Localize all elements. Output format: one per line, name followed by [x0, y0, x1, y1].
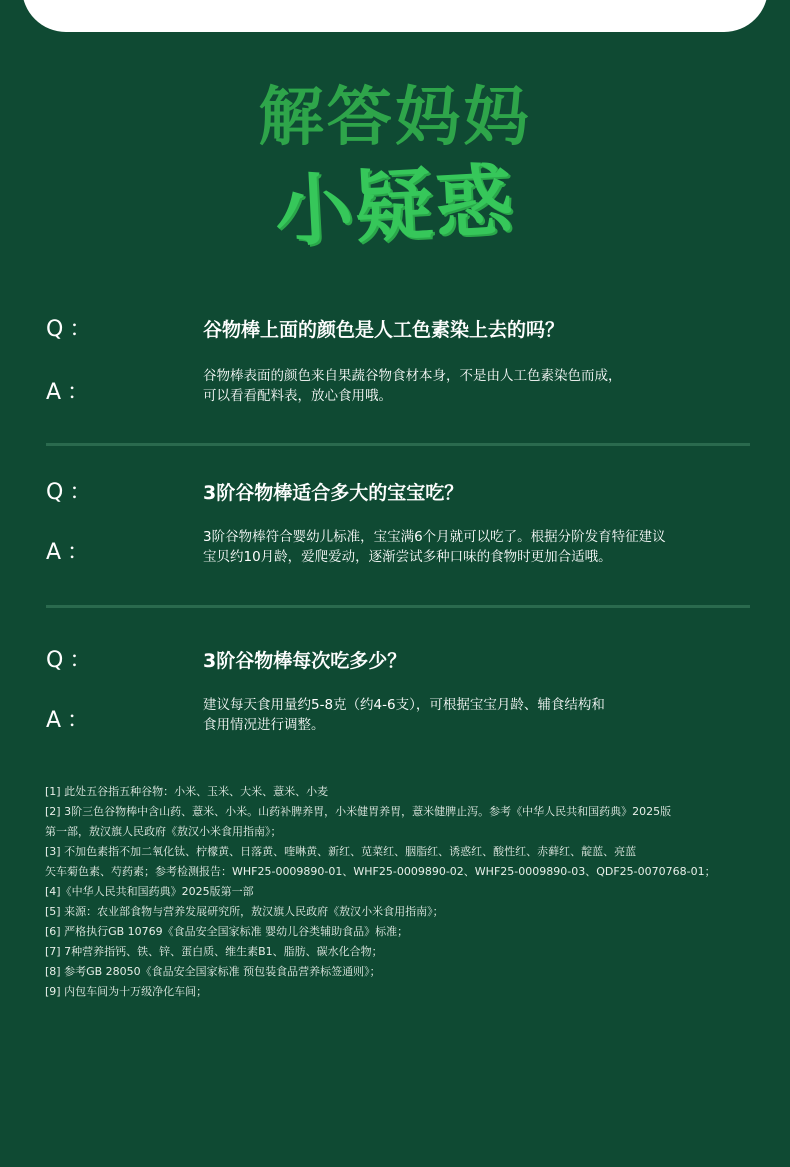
question-text: 3阶谷物棒每次吃多少？: [203, 650, 407, 672]
footnotes: [45, 782, 785, 1002]
question-label: Q：: [46, 480, 98, 505]
answer-label: A：: [46, 540, 96, 565]
answer-line: 食用情况进行调整。: [203, 717, 325, 733]
footnote: [8] 参考GB 28050《食品安全国家标准 预包装食品营养标签通则》；: [45, 965, 381, 978]
footnote: [9] 内包车间为十万级净化车间；: [45, 985, 208, 998]
divider: [46, 605, 750, 608]
title-line-2: 小疑惑: [272, 155, 518, 259]
top-white-card: [22, 0, 768, 32]
question-text: 谷物棒上面的颜色是人工色素染上去的吗？: [203, 319, 565, 341]
footnote: [6] 严格执行GB 10769《食品安全国家标准 婴幼儿谷类辅助食品》标准；: [45, 925, 409, 938]
answer-line: 谷物棒表面的颜色来自果蔬谷物食材本身，不是由人工色素染色而成，: [203, 368, 622, 384]
footnote: [3] 不加色素指不加二氧化钛、柠檬黄、日落黄、喹啉黄、新红、苋菜红、胭脂红、诱惑红、酸性红、赤藓红、靛蓝、亮蓝: [45, 845, 637, 858]
footnote: 矢车菊色素、芍药素；参考检测报告：WHF25-0009890-01、WHF25-0009890-02、WHF25-0009890-03、QDF25-0070768-01；: [45, 865, 716, 878]
footnote: [5] 来源：农业部食物与营养发展研究所，敖汉旗人民政府《敖汉小米食用指南》；: [45, 905, 444, 918]
answer-label: A：: [46, 708, 96, 733]
question-text: 3阶谷物棒适合多大的宝宝吃？: [203, 482, 464, 504]
footnote: [4]《中华人民共和国药典》2025版第一部: [45, 885, 254, 898]
footnote: [7] 7种营养指钙、铁、锌、蛋白质、维生素B1、脂肪、碳水化合物；: [45, 945, 383, 958]
answer-line: 建议每天食用量约5-8克（约4-6支），可根据宝宝月龄、辅食结构和: [203, 697, 605, 713]
question-label: Q：: [46, 648, 98, 673]
answer-line: 可以看看配料表，放心食用哦。: [203, 388, 392, 404]
footnote: [2] 3阶三色谷物棒中含山药、薏米、小米。山药补脾养胃，小米健胃养胃，薏米健脾止泻。参考《中华人民共和国药典》2025版: [45, 805, 672, 818]
answer-line: 宝贝约10月龄，爱爬爱动，逐渐尝试多种口味的食物时更加合适哦。: [203, 549, 612, 565]
answer-text: [203, 695, 763, 735]
footnote: [1] 此处五谷指五种谷物：小米、玉米、大米、薏米、小麦: [45, 785, 329, 798]
title-line-1: 解答妈妈: [258, 81, 532, 155]
answer-text: [203, 366, 763, 406]
answer-text: [203, 527, 763, 567]
answer-line: 3阶谷物棒符合婴幼儿标准，宝宝满6个月就可以吃了。根据分阶发育特征建议: [203, 529, 666, 545]
divider: [46, 443, 750, 446]
question-label: Q：: [46, 317, 98, 342]
answer-label: A：: [46, 380, 96, 405]
footnote: 第一部，敖汉旗人民政府《敖汉小米食用指南》；: [45, 825, 282, 838]
